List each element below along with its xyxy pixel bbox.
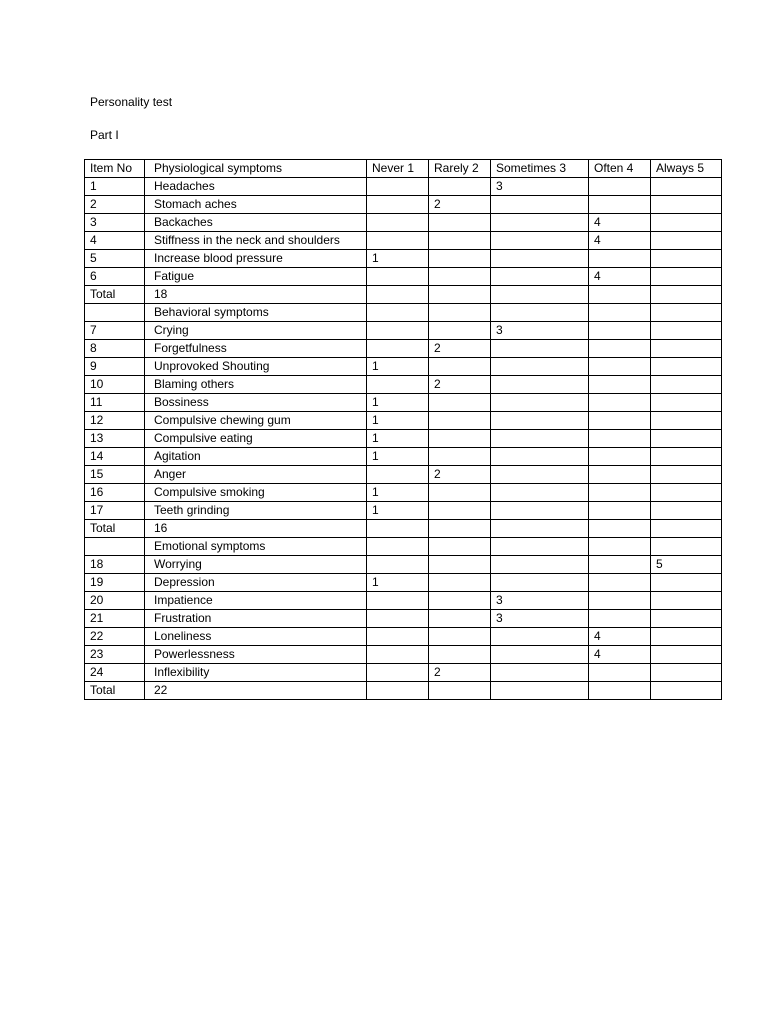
never-cell: 1 [367,448,429,466]
often-cell: 4 [589,628,651,646]
often-cell [589,610,651,628]
never-cell [367,322,429,340]
item-no-cell: 19 [85,574,145,592]
item-no-cell: 16 [85,484,145,502]
item-no-cell: 10 [85,376,145,394]
symptom-cell: Worrying [145,556,367,574]
symptom-cell: Blaming others [145,376,367,394]
symptoms-table [84,159,722,700]
item-no-cell: 20 [85,592,145,610]
always-cell [651,682,722,700]
symptom-cell: Powerlessness [145,646,367,664]
never-cell [367,376,429,394]
often-cell [589,376,651,394]
item-no-cell: 11 [85,394,145,412]
header-item-no: Item No [85,160,145,178]
sometimes-cell [491,214,589,232]
table-row [85,394,722,412]
always-cell [651,250,722,268]
always-cell [651,178,722,196]
sometimes-cell: 3 [491,178,589,196]
often-cell [589,448,651,466]
always-cell [651,376,722,394]
sometimes-cell [491,286,589,304]
item-no-cell: Total [85,682,145,700]
item-no-cell: 9 [85,358,145,376]
never-cell: 1 [367,430,429,448]
always-cell [651,268,722,286]
rarely-cell: 2 [429,664,491,682]
table-row [85,466,722,484]
rarely-cell [429,232,491,250]
symptom-cell: Increase blood pressure [145,250,367,268]
sometimes-cell: 3 [491,592,589,610]
rarely-cell [429,430,491,448]
rarely-cell [429,646,491,664]
table-row [85,376,722,394]
often-cell [589,304,651,322]
item-no-cell: 17 [85,502,145,520]
always-cell [651,286,722,304]
often-cell [589,178,651,196]
never-cell [367,664,429,682]
always-cell [651,394,722,412]
rarely-cell [429,358,491,376]
sometimes-cell [491,448,589,466]
sometimes-cell [491,628,589,646]
often-cell [589,502,651,520]
rarely-cell [429,304,491,322]
header-never: Never 1 [367,160,429,178]
table-row [85,232,722,250]
never-cell [367,196,429,214]
always-cell [651,646,722,664]
often-cell [589,682,651,700]
table-row [85,646,722,664]
never-cell [367,628,429,646]
never-cell [367,646,429,664]
rarely-cell [429,610,491,628]
never-cell: 1 [367,484,429,502]
never-cell: 1 [367,250,429,268]
symptom-cell: Emotional symptoms [145,538,367,556]
item-no-cell: 23 [85,646,145,664]
symptom-cell: Inflexibility [145,664,367,682]
always-cell [651,232,722,250]
never-cell: 1 [367,502,429,520]
symptom-cell: Unprovoked Shouting [145,358,367,376]
often-cell [589,466,651,484]
rarely-cell [429,214,491,232]
table-row [85,268,722,286]
symptom-cell: Crying [145,322,367,340]
symptom-cell: 18 [145,286,367,304]
always-cell: 5 [651,556,722,574]
symptom-cell: Forgetfulness [145,340,367,358]
item-no-cell: 22 [85,628,145,646]
sometimes-cell [491,574,589,592]
always-cell [651,538,722,556]
item-no-cell: 13 [85,430,145,448]
never-cell [367,556,429,574]
always-cell [651,340,722,358]
table-row [85,304,722,322]
symptom-cell: Teeth grinding [145,502,367,520]
rarely-cell [429,484,491,502]
table-row [85,610,722,628]
always-cell [651,304,722,322]
sometimes-cell [491,538,589,556]
often-cell [589,574,651,592]
sometimes-cell: 3 [491,322,589,340]
never-cell [367,340,429,358]
symptom-cell: Stomach aches [145,196,367,214]
sometimes-cell: 3 [491,610,589,628]
never-cell [367,682,429,700]
table-row [85,430,722,448]
always-cell [651,430,722,448]
sometimes-cell [491,376,589,394]
symptom-cell: Agitation [145,448,367,466]
item-no-cell: 7 [85,322,145,340]
often-cell [589,412,651,430]
header-always: Always 5 [651,160,722,178]
rarely-cell [429,538,491,556]
rarely-cell [429,556,491,574]
never-cell [367,538,429,556]
sometimes-cell [491,466,589,484]
rarely-cell [429,268,491,286]
sometimes-cell [491,394,589,412]
often-cell [589,592,651,610]
table-row [85,628,722,646]
rarely-cell: 2 [429,376,491,394]
sometimes-cell [491,430,589,448]
item-no-cell: Total [85,520,145,538]
table-row [85,322,722,340]
never-cell [367,214,429,232]
never-cell [367,304,429,322]
often-cell: 4 [589,646,651,664]
item-no-cell: 6 [85,268,145,286]
rarely-cell: 2 [429,466,491,484]
often-cell [589,286,651,304]
never-cell [367,286,429,304]
rarely-cell [429,286,491,304]
never-cell [367,520,429,538]
often-cell [589,556,651,574]
symptom-cell: Fatigue [145,268,367,286]
item-no-cell: 4 [85,232,145,250]
table-row [85,682,722,700]
sometimes-cell [491,304,589,322]
rarely-cell [429,682,491,700]
always-cell [651,412,722,430]
rarely-cell [429,178,491,196]
table-header-row [85,160,722,178]
table-row [85,178,722,196]
table-row [85,664,722,682]
table-row [85,250,722,268]
often-cell [589,394,651,412]
sometimes-cell [491,412,589,430]
item-no-cell: 21 [85,610,145,628]
always-cell [651,448,722,466]
rarely-cell [429,394,491,412]
symptom-cell: Frustration [145,610,367,628]
table-row [85,358,722,376]
table-row [85,448,722,466]
item-no-cell: 12 [85,412,145,430]
often-cell [589,196,651,214]
header-sometimes: Sometimes 3 [491,160,589,178]
item-no-cell: Total [85,286,145,304]
always-cell [651,628,722,646]
always-cell [651,520,722,538]
never-cell [367,610,429,628]
table-row [85,196,722,214]
often-cell [589,664,651,682]
often-cell [589,484,651,502]
always-cell [651,484,722,502]
symptom-cell: Anger [145,466,367,484]
symptom-cell: Behavioral symptoms [145,304,367,322]
symptom-cell: Bossiness [145,394,367,412]
often-cell [589,430,651,448]
often-cell [589,250,651,268]
rarely-cell [429,412,491,430]
often-cell [589,322,651,340]
rarely-cell [429,250,491,268]
always-cell [651,358,722,376]
always-cell [651,610,722,628]
header-symptom: Physiological symptoms [145,160,367,178]
symptom-cell: Compulsive eating [145,430,367,448]
symptom-cell: Depression [145,574,367,592]
never-cell [367,268,429,286]
often-cell: 4 [589,268,651,286]
always-cell [651,664,722,682]
item-no-cell: 5 [85,250,145,268]
table-row [85,412,722,430]
sometimes-cell [491,520,589,538]
sometimes-cell [491,502,589,520]
table-row [85,340,722,358]
item-no-cell: 14 [85,448,145,466]
rarely-cell: 2 [429,340,491,358]
symptom-cell: 22 [145,682,367,700]
always-cell [651,196,722,214]
table-row [85,520,722,538]
rarely-cell: 2 [429,196,491,214]
never-cell: 1 [367,394,429,412]
item-no-cell: 1 [85,178,145,196]
often-cell [589,340,651,358]
header-often: Often 4 [589,160,651,178]
item-no-cell: 24 [85,664,145,682]
item-no-cell: 2 [85,196,145,214]
item-no-cell: 15 [85,466,145,484]
item-no-cell: 18 [85,556,145,574]
table-row [85,556,722,574]
sometimes-cell [491,250,589,268]
symptom-cell: Compulsive chewing gum [145,412,367,430]
sometimes-cell [491,484,589,502]
sometimes-cell [491,646,589,664]
table-row [85,214,722,232]
sometimes-cell [491,232,589,250]
never-cell: 1 [367,574,429,592]
table-row [85,574,722,592]
always-cell [651,322,722,340]
always-cell [651,592,722,610]
table-row [85,592,722,610]
symptom-cell: Headaches [145,178,367,196]
sometimes-cell [491,682,589,700]
symptom-cell: Loneliness [145,628,367,646]
often-cell [589,358,651,376]
never-cell [367,592,429,610]
rarely-cell [429,574,491,592]
often-cell [589,520,651,538]
sometimes-cell [491,196,589,214]
symptom-cell: Backaches [145,214,367,232]
rarely-cell [429,502,491,520]
document-title: Personality test [90,95,173,109]
table-row [85,502,722,520]
symptom-cell: Compulsive smoking [145,484,367,502]
symptom-cell: 16 [145,520,367,538]
never-cell [367,178,429,196]
always-cell [651,574,722,592]
sometimes-cell [491,358,589,376]
table-row [85,286,722,304]
item-no-cell [85,538,145,556]
always-cell [651,466,722,484]
part-heading: Part I [90,128,119,142]
rarely-cell [429,322,491,340]
often-cell: 4 [589,232,651,250]
table-row [85,484,722,502]
always-cell [651,214,722,232]
rarely-cell [429,592,491,610]
item-no-cell: 8 [85,340,145,358]
never-cell [367,232,429,250]
rarely-cell [429,520,491,538]
sometimes-cell [491,268,589,286]
sometimes-cell [491,340,589,358]
header-rarely: Rarely 2 [429,160,491,178]
symptom-cell: Impatience [145,592,367,610]
item-no-cell: 3 [85,214,145,232]
never-cell [367,466,429,484]
rarely-cell [429,628,491,646]
item-no-cell [85,304,145,322]
symptom-cell: Stiffness in the neck and shoulders [145,232,367,250]
table-row [85,538,722,556]
often-cell [589,538,651,556]
sometimes-cell [491,664,589,682]
rarely-cell [429,448,491,466]
sometimes-cell [491,556,589,574]
always-cell [651,502,722,520]
never-cell: 1 [367,412,429,430]
often-cell: 4 [589,214,651,232]
never-cell: 1 [367,358,429,376]
